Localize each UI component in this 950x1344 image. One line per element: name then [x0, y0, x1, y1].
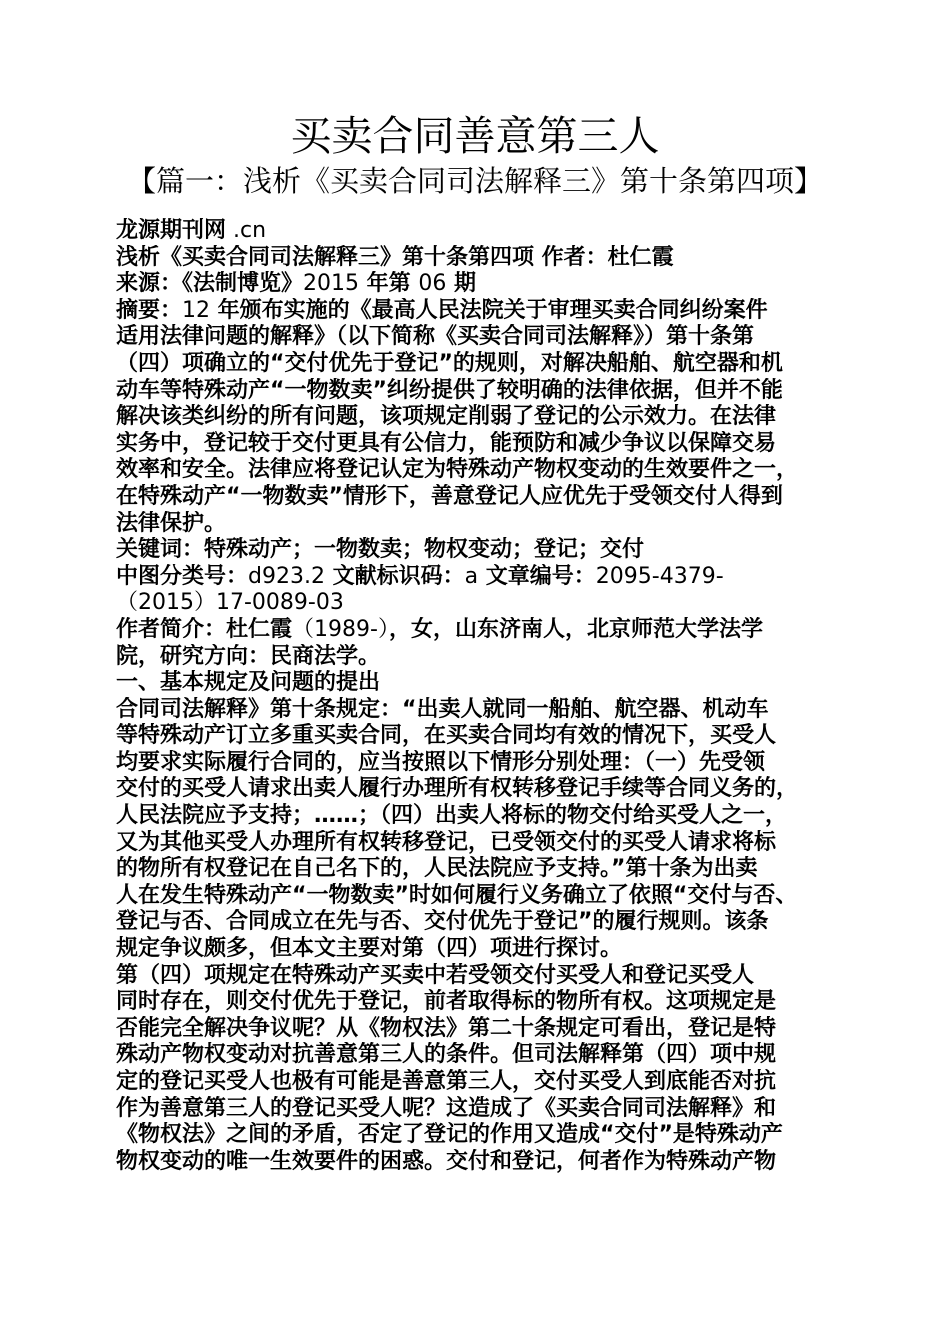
text-segment: 规定争议颇多，但本文主要对第（四）项进行探讨。: [116, 936, 623, 962]
text-segment: 第（四）项规定在特殊动产买卖中若受领交付买受人和登记买受人: [116, 962, 755, 988]
text-segment: 物权变动的唯一生效要件的困惑。交付和登记，何者作为特殊动产物: [116, 1148, 777, 1174]
text-segment: 否能完全解决争议呢？从《物权法》第二十条规定可看出，登记是特: [116, 1015, 777, 1041]
text-line: [116, 644, 846, 671]
text-segment: 龙源期刊网: [116, 218, 227, 243]
text-segment: （1989-）: [292, 616, 389, 642]
text-segment: 年颁布实施的《最高人民法院关于审理买卖合同纠纷案件: [210, 297, 768, 323]
text-segment: 人在发生特殊动产“一物数卖”时如何履行义务确立了依照“交付与否、: [116, 882, 798, 908]
text-line: [116, 431, 846, 458]
text-segment: （四）项确立的“交付优先于登记”的规则，对解决船舶、航空器和机: [116, 350, 783, 376]
text-line: [116, 351, 846, 378]
text-line: [116, 776, 846, 803]
text-segment: 年第: [359, 271, 419, 297]
text-line: [116, 750, 846, 777]
text-segment: 摘要：: [116, 297, 183, 323]
text-segment: 作者简介：杜仁霞: [116, 616, 293, 642]
text-line: [116, 856, 846, 883]
text-line: [116, 697, 846, 724]
text-segment: d923.2: [248, 563, 325, 589]
text-line: [116, 1149, 846, 1176]
text-segment: a: [464, 563, 479, 589]
text-segment: 2095-4379-: [595, 563, 724, 589]
text-line: [116, 989, 846, 1016]
text-line: [116, 723, 846, 750]
text-segment: 同时存在，则交付优先于登记，前者取得标的物所有权。这项规定是: [116, 989, 777, 1015]
text-segment: 06: [418, 271, 447, 297]
document-title: 买卖合同善意第三人: [290, 112, 660, 160]
text-segment: 解决该类纠纷的所有问题，该项规定削弱了登记的公示效力。在法律: [116, 404, 777, 430]
text-line: [116, 1042, 846, 1069]
text-line: [116, 537, 846, 564]
text-segment: 等特殊动产订立多重买卖合同，在买卖合同均有效的情况下，买受人: [116, 723, 777, 749]
text-line: [116, 1069, 846, 1096]
text-line: [116, 963, 846, 990]
text-segment: .cn: [226, 218, 267, 243]
text-line: [116, 404, 846, 431]
text-segment: 在特殊动产“一物数卖”情形下，善意登记人应优先于受领交付人得到: [116, 483, 783, 509]
text-line: [116, 803, 846, 830]
text-line: [116, 830, 846, 857]
text-line: [116, 1096, 846, 1123]
text-segment: 效率和安全。法律应将登记认定为特殊动产物权变动的生效要件之一，: [116, 457, 799, 483]
text-segment: 均要求实际履行合同的，应当按照以下情形分别处理：（一）先受领: [116, 749, 766, 775]
text-line: [116, 1016, 846, 1043]
text-segment: 作为善意第三人的登记买受人呢？这造成了《买卖合同司法解释》和: [116, 1095, 777, 1121]
document-subtitle: 【篇一：浅析《买卖合同司法解释三》第十条第四项】: [126, 164, 823, 198]
text-line: [116, 564, 846, 591]
text-segment: 文献标识码：: [324, 563, 465, 589]
text-line: [116, 936, 846, 963]
text-segment: 合同司法解释》第十条规定：“出卖人就同一船舶、航空器、机动车: [116, 696, 769, 722]
text-segment: 殊动产物权变动对抗善意第三人的条件。但司法解释第（四）项中规: [116, 1042, 777, 1068]
text-segment: 交付的买受人请求出卖人履行办理所有权转移登记手续等合同义务的，: [116, 776, 799, 802]
text-segment: 关键词：特殊动产；一物数卖；物权变动；登记；交付: [116, 537, 645, 563]
text-line: [116, 909, 846, 936]
text-segment: 《物权法》之间的矛盾，否定了登记的作用又造成“交付”是特殊动产: [116, 1122, 783, 1148]
text-segment: 又为其他买受人办理所有权转移登记，已受领交付的买受人请求将标: [116, 829, 777, 855]
text-segment: 期: [446, 271, 477, 297]
text-segment: 人民法院应予支持；……；（四）出卖人将标的物交付给买受人之一，: [116, 803, 788, 829]
text-segment: 法律保护。: [116, 510, 227, 536]
text-segment: 动车等特殊动产“一物数卖”纠纷提供了较明确的法律依据，但并不能: [116, 377, 783, 403]
text-segment: 适用法律问题的解释》（以下简称《买卖合同司法解释》）第十条第: [116, 324, 755, 350]
text-line: [116, 245, 846, 272]
text-segment: 浅析《买卖合同司法解释三》第十条第四项 作者：杜仁霞: [116, 244, 674, 270]
text-segment: 的物所有权登记在自己名下的，人民法院应予支持。”第十条为出卖: [116, 856, 758, 882]
text-segment: 2015: [303, 271, 360, 297]
text-line: [116, 511, 846, 538]
text-segment: 来源：《法制博览》: [116, 271, 304, 297]
text-segment: 院，研究方向：民商法学。: [116, 643, 381, 669]
text-line: [116, 670, 846, 697]
text-segment: （2015）17-0089-03: [116, 590, 344, 616]
text-segment: ，女，山东济南人，北京师范大学法学: [388, 616, 763, 642]
text-segment: 中图分类号：: [116, 563, 249, 589]
text-line: [116, 883, 846, 910]
text-line: [116, 324, 846, 351]
text-line: [116, 484, 846, 511]
text-segment: 12: [182, 297, 211, 323]
text-line: [116, 378, 846, 405]
text-segment: 登记与否、合同成立在先与否、交付优先于登记”的履行规则。该条: [116, 909, 769, 935]
text-line: [116, 298, 846, 325]
text-segment: 实务中，登记较于交付更具有公信力，能预防和减少争议以保障交易: [116, 430, 777, 456]
text-segment: 文章编号：: [478, 563, 596, 589]
text-segment: 定的登记买受人也极有可能是善意第三人，交付买受人到底能否对抗: [116, 1069, 777, 1094]
text-line: [116, 617, 846, 644]
text-line: [116, 1122, 846, 1149]
text-line: [116, 271, 846, 298]
text-segment: 一、基本规定及问题的提出: [116, 670, 381, 696]
text-line: [116, 590, 846, 617]
text-line: [116, 218, 846, 245]
document-body: [116, 218, 846, 1175]
text-line: [116, 457, 846, 484]
